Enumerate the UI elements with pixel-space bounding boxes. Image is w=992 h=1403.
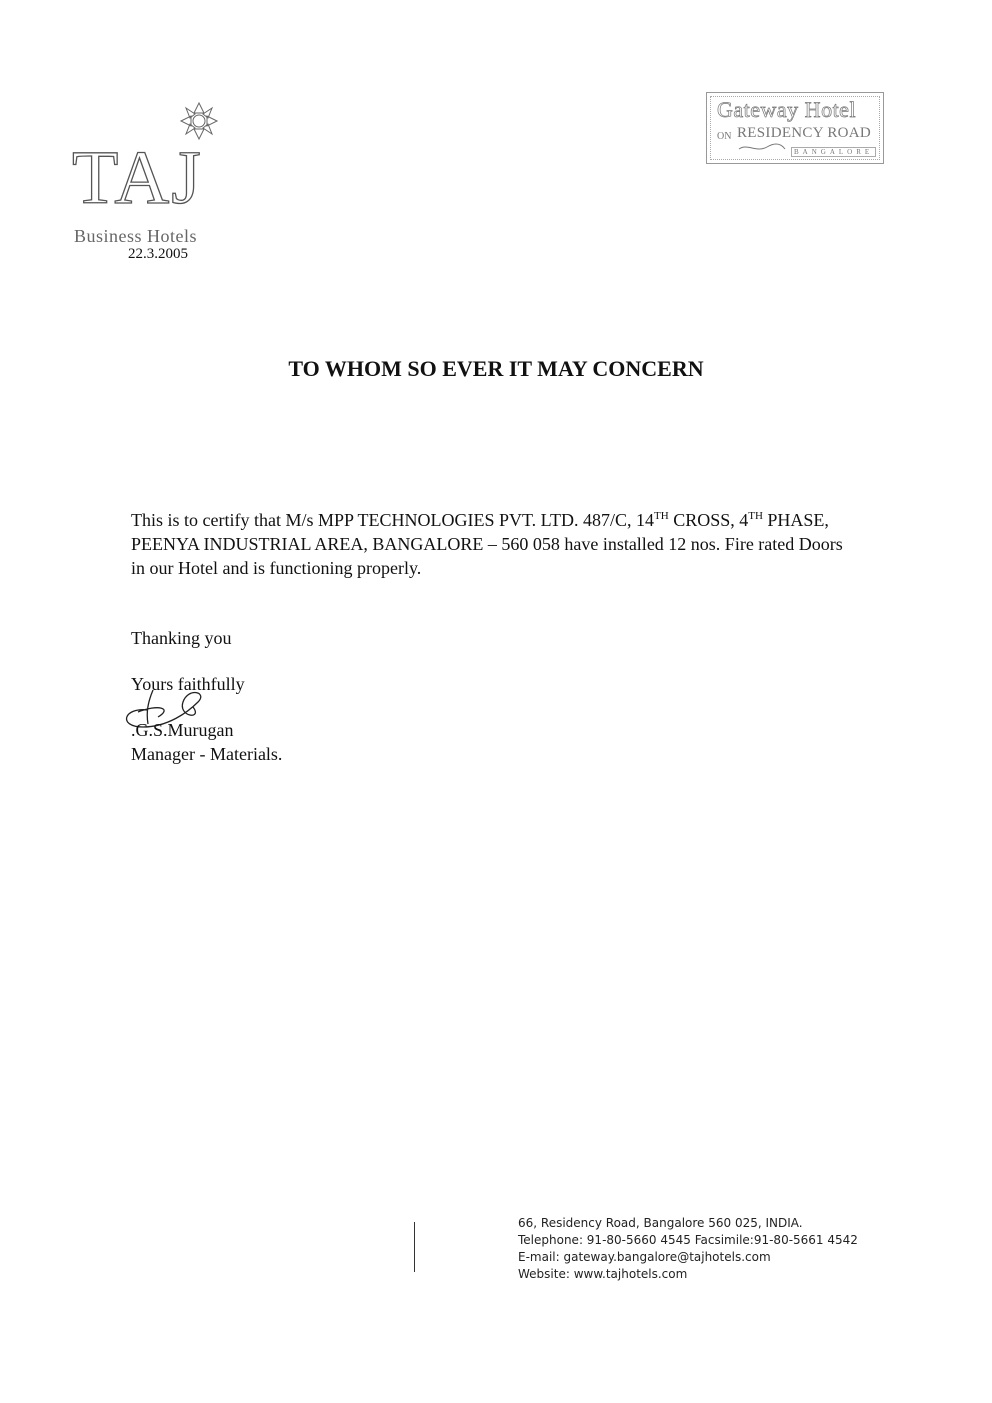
- footer-website: Website: www.tajhotels.com: [518, 1267, 688, 1281]
- yours-faithfully: Yours faithfully: [131, 674, 245, 694]
- superscript-1: TH: [654, 510, 669, 522]
- swirl-icon: [737, 143, 787, 153]
- taj-wordmark: TAJ: [72, 136, 203, 220]
- hotel-footer-address: [518, 1215, 858, 1283]
- signer-designation: Manager - Materials.: [131, 744, 283, 764]
- letter-heading: TO WHOM SO EVER IT MAY CONCERN: [288, 356, 704, 381]
- footer-email: E-mail: gateway.bangalore@tajhotels.com: [518, 1250, 771, 1264]
- footer-divider: [414, 1222, 415, 1272]
- superscript-2: TH: [748, 510, 763, 522]
- letter-date: 22.3.2005: [128, 246, 188, 262]
- stamp-on: ON: [717, 131, 732, 142]
- thanking-line: Thanking you: [131, 628, 232, 648]
- stamp-city: BANGALORE: [791, 147, 876, 157]
- body-text-2: CROSS, 4: [668, 510, 749, 530]
- footer-address: 66, Residency Road, Bangalore 560 025, INDIA.: [518, 1216, 803, 1230]
- certification-paragraph: [131, 508, 851, 580]
- taj-business-hotels-logo: [72, 100, 242, 250]
- stamp-road: RESIDENCY ROAD: [737, 125, 872, 141]
- stamp-title: Gateway Hotel: [717, 97, 857, 122]
- footer-telephone: Telephone: 91-80-5660 4545 Facsimile:91-80-5661 4542: [518, 1233, 858, 1247]
- logo-subtitle: Business Hotels: [74, 226, 198, 246]
- gateway-hotel-stamp: [706, 92, 884, 164]
- signer-name: .G.S.Murugan: [131, 720, 234, 740]
- body-text-3: PHASE, PEENYA INDUSTRIAL AREA, BANGALORE – 560 058 have installed 12 nos. Fire rated Doors in our Hotel and is functioning properly.: [131, 510, 843, 578]
- body-text-1: This is to certify that M/s MPP TECHNOLOGIES PVT. LTD. 487/C, 14: [131, 510, 655, 530]
